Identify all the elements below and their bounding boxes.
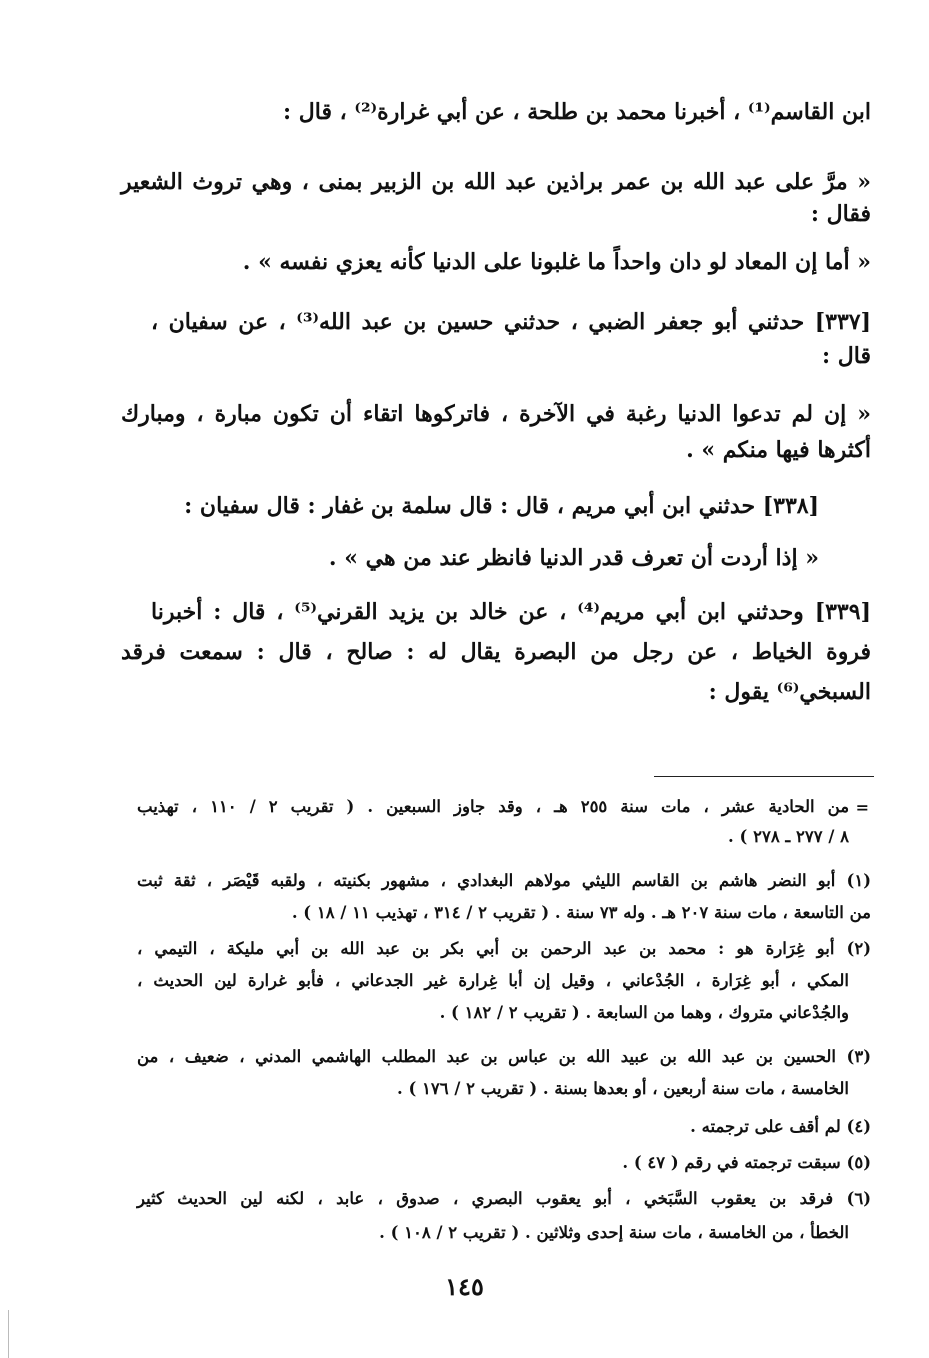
footnote-line: ٨ / ٢٧٧ ـ ٢٧٨ ) .: [728, 827, 849, 846]
footnote-line: من التاسعة ، مات سنة ٢٠٧ هـ . وله ٧٣ سنة . ( تقريب ٢ / ٣١٤ ، تهذيب ١١ / ١٨ ) .: [291, 903, 871, 922]
quote-line: « مرَّ على عبد الله بن عمر براذين عبد الله بن الزبير بمنى ، وهي تروث الشعير: [121, 169, 871, 195]
footnote-6: (٦) فرقد بن يعقوب السَّبَخي ، أبو يعقوب البصري ، صدوق ، عابد ، لكنه لين الحديث كثير: [137, 1189, 871, 1208]
quote-line: « أما إن المعاد لو دان واحداً ما غلبونا على الدنيا كأنه يعزي نفسه » .: [242, 249, 871, 275]
footnote-continuation-mark: =: [855, 798, 869, 817]
footnote-4: (٤) لم أقف على ترجمته .: [690, 1117, 871, 1136]
body-line: فقال :: [810, 201, 871, 227]
footnote-2: (٢) أبو غِرَارة هو : محمد بن عبد الرحمن بن أبي بكر بن عبد الله بن أبي مليكة ، التيمي ،: [137, 939, 871, 958]
page-number: ١٤٥: [445, 1272, 484, 1301]
body-line: ابن القاسم⁽¹⁾ ، أخبرنا محمد بن طلحة ، عن أبي غرارة⁽²⁾ ، قال :: [283, 99, 871, 125]
body-line: السبخي⁽⁶⁾ يقول :: [708, 679, 871, 705]
hadith-337-line: [٣٣٧] حدثني أبو جعفر الضبي ، حدثني حسين بن عبد الله⁽³⁾ ، عن سفيان ،: [151, 309, 871, 335]
footnote-line: من الحادية عشر ، مات سنة ٢٥٥ هـ ، وقد جاوز السبعين . ( تقريب ٢ / ١١٠ ، تهذيب: [137, 797, 850, 816]
footnote-line: الخطأ ، من الخامسة ، مات سنة إحدى وثلاثين . ( تقريب ٢ / ١٠٨ ) .: [379, 1223, 849, 1242]
footnote-3: (٣) الحسين بن عبد الله بن عبيد الله بن عباس بن عبد المطلب الهاشمي المدني ، ضعيف ، من: [137, 1047, 871, 1066]
footnote-5: (٥) سبقت ترجمته في رقم ( ٤٧ ) .: [622, 1153, 871, 1172]
hadith-339-line: [٣٣٩] وحدثني ابن أبي مريم⁽⁴⁾ ، عن خالد بن يزيد القرني⁽⁵⁾ ، قال : أخبرنا: [151, 599, 871, 625]
scan-edge-line: [8, 1310, 9, 1358]
quote-line: « إذا أردت أن تعرف قدر الدنيا فانظر عند من هي » .: [328, 545, 819, 571]
body-line: فروة الخياط ، عن رجل من البصرة يقال له : صالح ، قال : سمعت فرقد: [121, 639, 871, 665]
footnote-1: (١) أبو النضر هاشم بن القاسم الليثي مولاهم البغدادي ، مشهور بكنيته ، ولقبه قَيْصَر ، ثقة ثبت: [137, 871, 871, 890]
quote-line: أكثرها فيها منكم » .: [686, 437, 871, 463]
footnote-line: الخامسة ، مات سنة أربعين ، أو بعدها بسنة . ( تقريب ٢ / ١٧٦ ) .: [396, 1079, 849, 1098]
footnote-divider: [654, 776, 874, 777]
hadith-338-line: [٣٣٨] حدثني ابن أبي مريم ، قال : قال سلمة بن غفار : قال سفيان :: [184, 493, 819, 519]
quote-line: « إن لم تدعوا الدنيا رغبة في الآخرة ، فاتركوها اتقاء أن تكون مبارة ، ومبارك: [121, 401, 871, 427]
body-line: قال :: [822, 343, 871, 369]
footnote-line: المكي ، أبو غِرَارة ، الجُدْعاني ، وقيل إن أبا غِرارة غير الجدعاني ، فأبو غرارة لين الحديث ،: [137, 971, 849, 990]
footnote-line: والجُدْعاني متروك ، وهما من السابعة . ( تقريب ٢ / ١٨٢ ) .: [439, 1003, 849, 1022]
